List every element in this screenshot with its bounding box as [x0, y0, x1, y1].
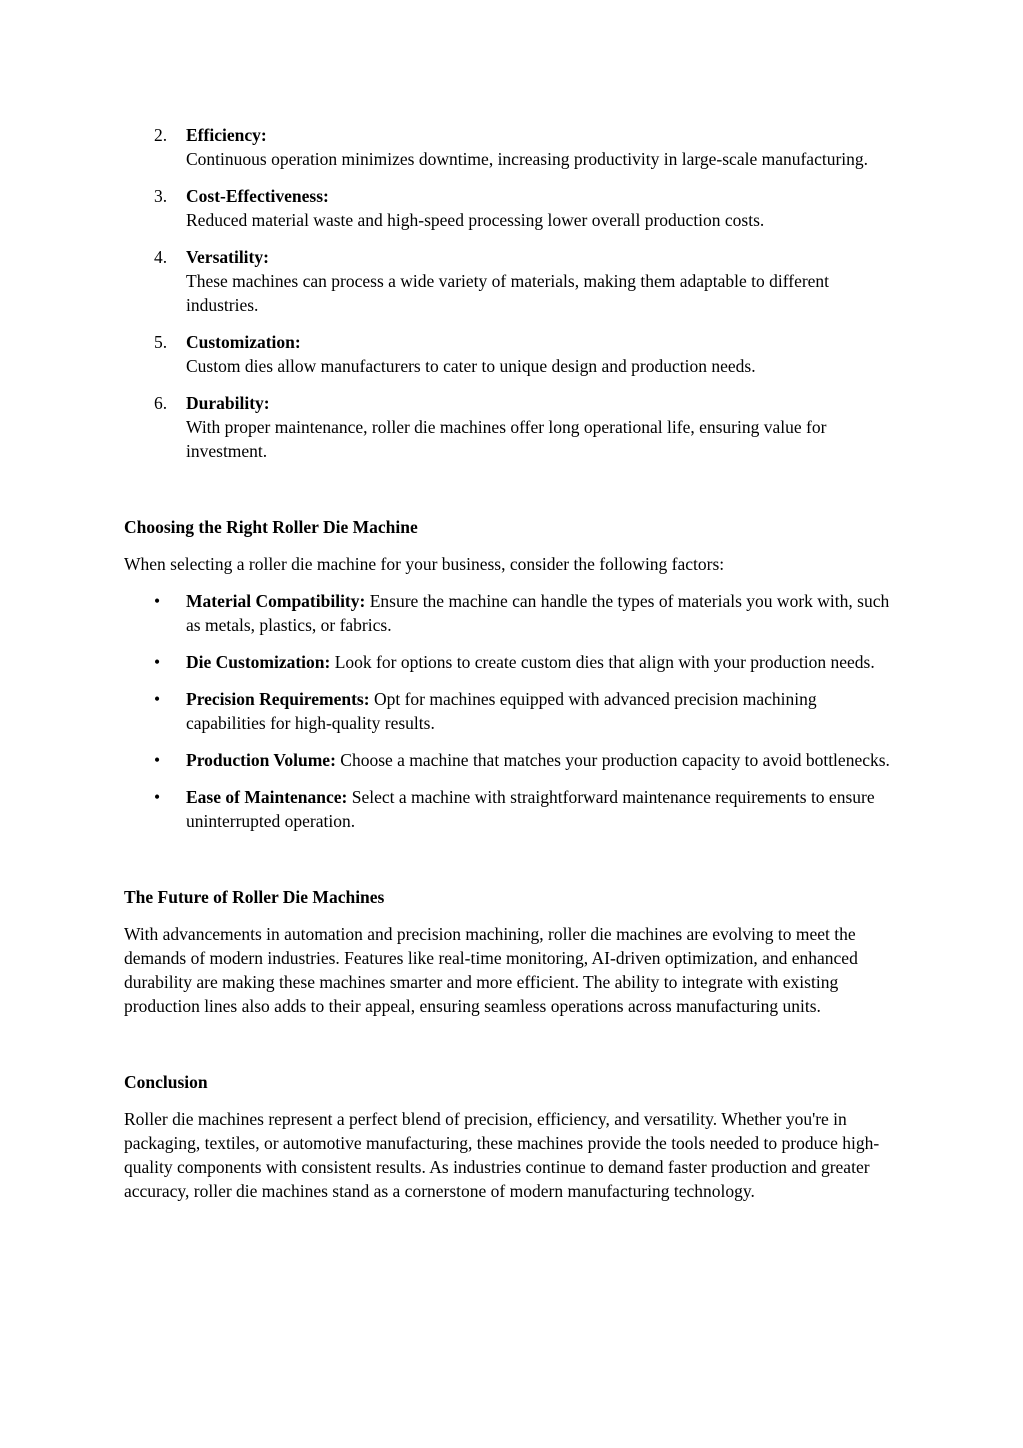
choosing-intro: When selecting a roller die machine for your business, consider the following factors:: [124, 554, 725, 574]
item-label: Ease of Maintenance:: [186, 787, 348, 807]
section-heading-choosing: Choosing the Right Roller Die Machine: [124, 517, 418, 537]
item-text: Opt for machines equipped with advanced precision machining capabilities for high-quality results.: [186, 689, 817, 733]
list-item: [124, 589, 894, 637]
item-text: Ensure the machine can handle the types of materials you work with, such as metals, plastics, or fabrics.: [186, 591, 890, 635]
item-label: Material Compatibility:: [186, 591, 366, 611]
list-item: [124, 123, 894, 171]
list-item: [124, 330, 894, 378]
list-number: 5.: [154, 332, 168, 352]
list-item: [124, 245, 894, 317]
item-text: Reduced material waste and high-speed processing lower overall production costs.: [186, 210, 765, 230]
section-heading-future: The Future of Roller Die Machines: [124, 887, 385, 907]
item-text: Choose a machine that matches your production capacity to avoid bottlenecks.: [335, 750, 890, 770]
bullet-icon: •: [154, 591, 161, 611]
bullet-icon: •: [154, 750, 161, 770]
list-number: 3.: [154, 186, 168, 206]
benefits-list: [124, 123, 894, 463]
item-text: Custom dies allow manufacturers to cater to unique design and production needs.: [186, 356, 756, 376]
item-title: Versatility:: [186, 247, 269, 267]
item-text: With proper maintenance, roller die machines offer long operational life, ensuring value for investment.: [186, 417, 827, 461]
conclusion-body: Roller die machines represent a perfect blend of precision, efficiency, and versatility. Whether you're in packaging, textiles, or automotive manufacturing, these machines provide the tools needed to produce high-quality components with consistent results. As industries continue to demand faster production and greater accuracy, roller die machines stand as a cornerstone of modern manufacturing technology.: [124, 1109, 880, 1201]
list-number: 4.: [154, 247, 168, 267]
item-label: Precision Requirements:: [186, 689, 370, 709]
list-item: [124, 391, 894, 463]
item-text: Continuous operation minimizes downtime, increasing productivity in large-scale manufacturing.: [186, 149, 869, 169]
item-text: These machines can process a wide variety of materials, making them adaptable to different industries.: [186, 271, 830, 315]
item-text: Select a machine with straightforward maintenance requirements to ensure uninterrupted operation.: [186, 787, 875, 831]
item-label: Die Customization:: [186, 652, 331, 672]
list-item: [124, 184, 894, 232]
factors-list: [124, 589, 894, 833]
item-title: Cost-Effectiveness:: [186, 186, 329, 206]
list-number: 6.: [154, 393, 168, 413]
document-page: [124, 123, 894, 1203]
list-item: [124, 687, 894, 735]
list-item: [124, 785, 894, 833]
section-heading-conclusion: Conclusion: [124, 1072, 208, 1092]
bullet-icon: •: [154, 652, 161, 672]
item-title: Efficiency:: [186, 125, 267, 145]
bullet-icon: •: [154, 689, 161, 709]
bullet-icon: •: [154, 787, 161, 807]
item-title: Customization:: [186, 332, 301, 352]
list-number: 2.: [154, 125, 168, 145]
list-item: [124, 748, 894, 772]
item-title: Durability:: [186, 393, 270, 413]
list-item: [124, 650, 894, 674]
item-label: Production Volume:: [186, 750, 336, 770]
future-body: With advancements in automation and precision machining, roller die machines are evolving to meet the demands of modern industries. Features like real-time monitoring, AI-driven optimization, and enhanced durability are making these machines smarter and more efficient. The ability to integrate with existing production lines also adds to their appeal, ensuring seamless operations across manufacturing units.: [124, 924, 858, 1016]
item-text: Look for options to create custom dies that align with your production needs.: [330, 652, 875, 672]
